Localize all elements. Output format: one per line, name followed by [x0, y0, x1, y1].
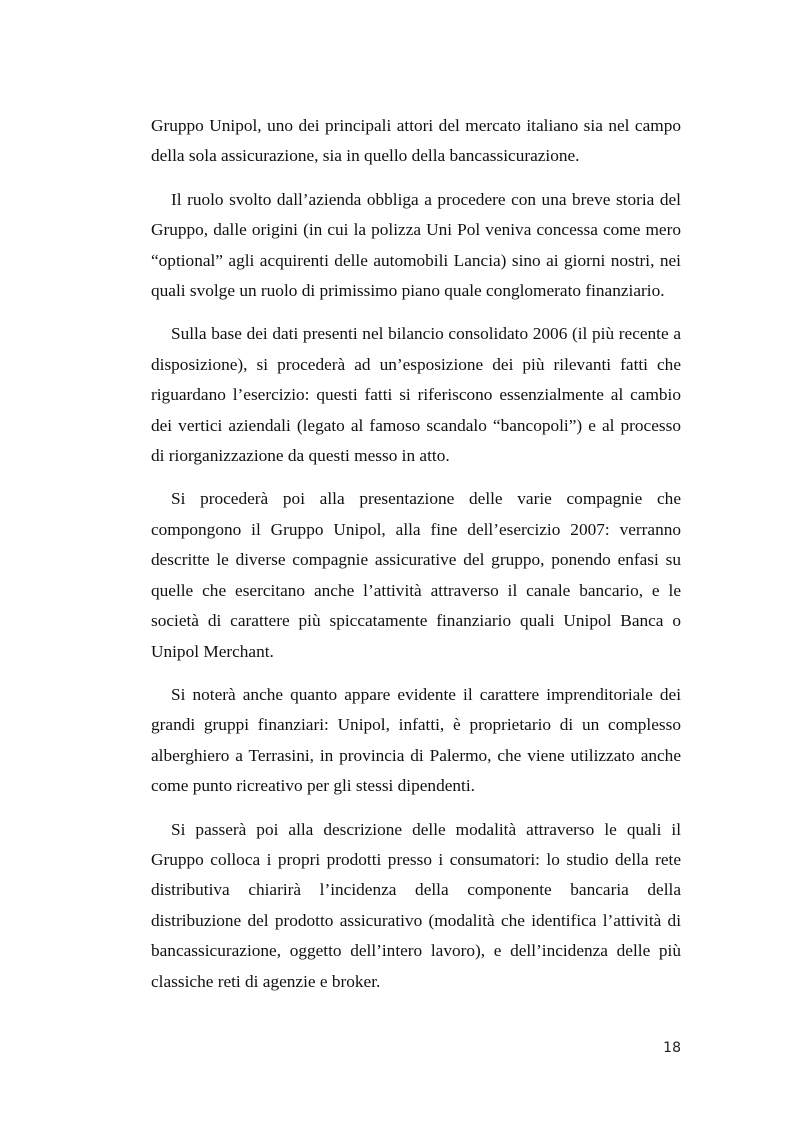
paragraph: Si noterà anche quanto appare evidente il carattere imprenditoriale dei grandi gruppi finanziari: Unipol, infatti, è proprietario di un complesso alberghiero a Terrasini, in provincia di Palermo, che viene utilizzato anche come punto ricreativo per gli stessi dipendenti. — [151, 684, 681, 796]
paragraph: Si procederà poi alla presentazione delle varie compagnie che compongono il Gruppo Unipol, alla fine dell’esercizio 2007: verranno descritte le diverse compagnie assicurative del gruppo, ponendo enfasi su quelle che esercitano anche l’attività attraverso il canale bancario, e le società di carattere più spiccatamente finanziario quali Unipol Banca o Unipol Merchant. — [151, 489, 681, 661]
paragraph: Il ruolo svolto dall’azienda obbliga a procedere con una breve storia del Gruppo, dalle origini (in cui la polizza Uni Pol veniva concessa come mero “optional” agli acquirenti delle automobili Lancia) sino ai giorni nostri, nei quali svolge un ruolo di primissimo piano quale conglomerato finanziario. — [151, 189, 681, 301]
page-number: 18 — [663, 1040, 681, 1056]
paragraph: Sulla base dei dati presenti nel bilancio consolidato 2006 (il più recente a disposizione), si procederà ad un’esposizione dei più rilevanti fatti che riguardano l’esercizio: questi fatti si riferiscono essenzialmente al cambio dei vertici aziendali (legato al famoso scandalo “bancopoli”) e al processo di riorganizzazione da questi messo in atto. — [151, 324, 681, 466]
paragraph: Si passerà poi alla descrizione delle modalità attraverso le quali il Gruppo colloca i propri prodotti presso i consumatori: lo studio della rete distributiva chiarirà l’incidenza della componente bancaria della distribuzione del prodotto assicurativo (modalità che identifica l’attività di bancassicurazione, oggetto dell’intero lavoro), e dell’incidenza delle più classiche reti di agenzie e broker. — [151, 819, 681, 991]
body-text — [151, 111, 681, 1010]
paragraph-continuation: Gruppo Unipol, uno dei principali attori del mercato italiano sia nel campo della sola assicurazione, sia in quello della bancassicurazione. — [151, 116, 681, 166]
